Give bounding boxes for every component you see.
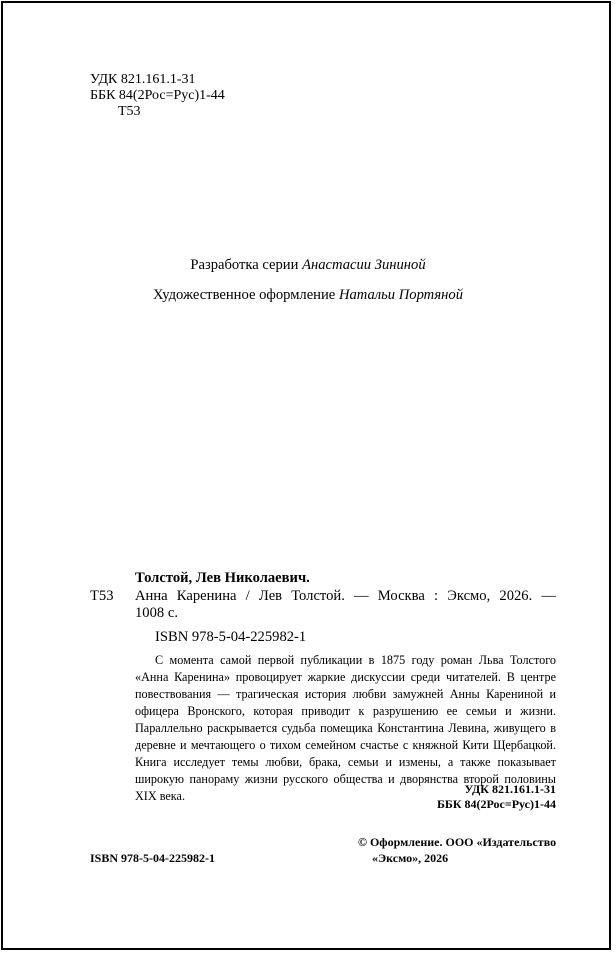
bbk-code: ББК 84(2Рос=Рус)1-44 — [90, 88, 225, 103]
footer-isbn: ISBN 978-5-04-225982-1 — [90, 851, 215, 865]
annotation-text: С момента самой первой публикации в 1875 году роман Льва Толстого «Анна Каренина» провоцирует жаркие дискуссии среди читателей. В центре повествования — трагическая история любви замужней Анны Карениной и офицера Вронского, которая приводит к разрушению ее семьи и жизни. Параллельно раскрывается судьба помещика Константина Левина, живущего в деревне и мечтающего о тихом семейном счастье с княжной Кити Щербацкой. Книга исследует темы любви, брака, семьи и измены, а также показывает широкую панораму жизни русского общества и дворянства второй половины XIX века. — [135, 653, 556, 803]
catalog-title-line: Анна Каренина / Лев Толстой. — Москва : Эксмо, 2026. — — [135, 588, 556, 604]
copyright-line-1: © Оформление. ООО «Издательство — [358, 835, 557, 849]
design-credit-prefix: Художественное оформление — [152, 287, 339, 303]
udk-code: УДК 821.161.1-31 — [90, 72, 196, 87]
design-credit — [0, 286, 616, 304]
author-sign: Т53 — [118, 104, 141, 119]
catalog-udk: УДК 821.161.1-31 — [464, 782, 556, 796]
catalog-author-sign: Т53 — [90, 588, 114, 604]
design-credit-name: Натальи Портяной — [338, 287, 464, 303]
catalog-pages: 1008 с. — [135, 605, 178, 621]
catalog-isbn: ISBN 978-5-04-225982-1 — [155, 629, 307, 645]
series-credit-name: Анастасии Зининой — [302, 257, 426, 273]
catalog-bbk: ББК 84(2Рос=Рус)1-44 — [436, 797, 556, 811]
series-credit — [0, 256, 616, 274]
copyright-line-2: «Эксмо», 2026 — [372, 851, 449, 865]
series-credit-prefix: Разработка серии — [190, 257, 303, 273]
catalog-author-heading: Толстой, Лев Николаевич. — [135, 570, 310, 586]
